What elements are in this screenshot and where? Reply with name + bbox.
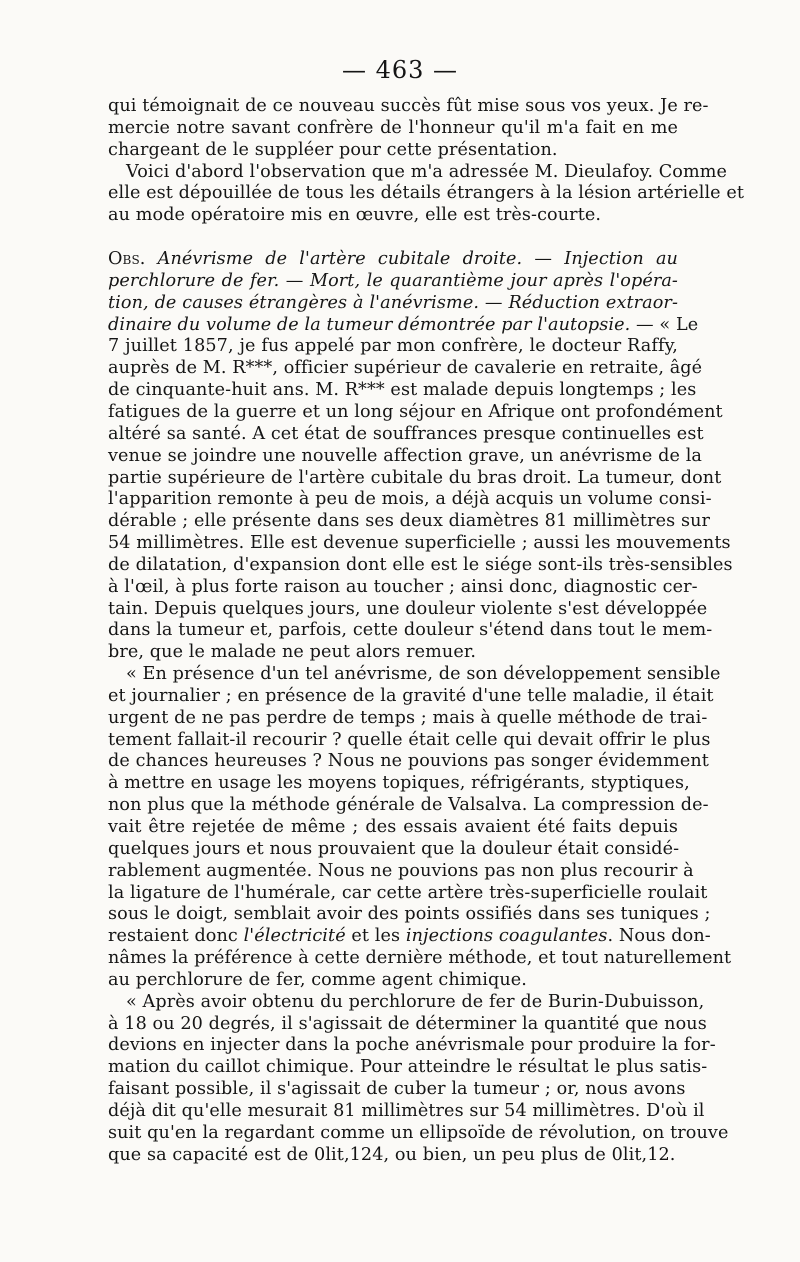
text-line bbox=[108, 401, 723, 424]
text-run: — bbox=[479, 292, 509, 313]
text-line bbox=[108, 1057, 708, 1079]
text-line bbox=[108, 882, 708, 905]
text-line bbox=[108, 183, 745, 205]
text-run: elle est dépouillée de tous les détails étrangers à la lésion artérielle et bbox=[108, 183, 745, 204]
text-line bbox=[108, 293, 678, 315]
text-line bbox=[108, 533, 731, 555]
text-line bbox=[108, 336, 678, 358]
text-line bbox=[108, 598, 708, 621]
body-text bbox=[108, 96, 745, 1167]
text-run: devions en injecter dans la poche anévrismale pour produire la for- bbox=[108, 1035, 716, 1056]
text-run: déjà dit qu'elle mesurait 81 millimètres sur 54 millimètres. D'où il bbox=[108, 1100, 705, 1121]
text-run: que sa capacité est de 0lit,124, ou bien, un peu plus de 0lit,12. bbox=[108, 1144, 676, 1165]
text-line bbox=[108, 314, 699, 337]
text-run: et journalier ; en présence de la gravité d'une telle maladie, il était bbox=[108, 685, 714, 706]
text-run: 54 millimètres. Elle est devenue superficielle ; aussi les mouvements bbox=[108, 533, 731, 554]
text-line bbox=[108, 970, 678, 992]
text-line bbox=[108, 271, 678, 293]
text-line bbox=[108, 445, 703, 468]
text-run: — bbox=[279, 270, 310, 291]
text-run bbox=[145, 249, 157, 269]
text-line bbox=[108, 707, 708, 730]
text-run: à mettre en usage les moyens topiques, réfrigérants, styptiques, bbox=[108, 773, 690, 794]
text-run: dans la tumeur et, parfois, cette douleur s'étend dans tout le mem- bbox=[108, 620, 713, 641]
text-line bbox=[108, 839, 678, 861]
text-run: mercie notre savant confrère de l'honneur qu'il m'a fait en me bbox=[108, 117, 678, 138]
text-run: l'électricité bbox=[243, 926, 346, 947]
text-run: . Nous don- bbox=[607, 926, 711, 947]
text-line bbox=[108, 423, 704, 446]
text-run: 7 juillet 1857, je fus appelé par mon confrère, le docteur Raffy, bbox=[108, 336, 678, 357]
text-run: de dilatation, d'expansion dont elle est le siége sont-ils très-sensibles bbox=[108, 554, 733, 575]
text-run: vait être rejetée de même ; des essais avaient été faits depuis bbox=[108, 817, 678, 837]
text-line bbox=[108, 729, 711, 752]
text-line bbox=[108, 948, 732, 970]
text-line bbox=[108, 860, 694, 883]
text-run: fatigues de la guerre et un long séjour en Afrique ont profondément bbox=[108, 401, 723, 422]
text-run: de chances heureuses ? Nous ne pouvions pas songer évidemment bbox=[108, 751, 709, 772]
text-run: Voici d'abord l'observation que m'a adressée M. Dieulafoy. Comme bbox=[126, 161, 728, 182]
text-line bbox=[108, 1013, 707, 1036]
text-line bbox=[108, 1100, 705, 1123]
text-run: « En présence d'un tel anévrisme, de son développement sensible bbox=[126, 664, 721, 685]
text-run: à 18 ou 20 degrés, il s'agissait de déterminer la quantité que nous bbox=[108, 1013, 707, 1034]
text-run: quelques jours et nous prouvaient que la douleur était considé- bbox=[108, 838, 680, 859]
text-line bbox=[108, 161, 728, 184]
text-line bbox=[108, 511, 711, 533]
text-run: rablement augmentée. Nous ne pouvions pas non plus recourir à bbox=[108, 860, 694, 881]
text-run: partie supérieure de l'artère cubitale du bras droit. La tumeur, dont bbox=[108, 467, 722, 488]
text-run: « Après avoir obtenu du perchlorure de fer de Burin-Dubuisson, bbox=[126, 991, 705, 1012]
paragraph-gap bbox=[108, 227, 678, 249]
text-run: à l'œil, à plus forte raison au toucher ; ainsi donc, diagnostic cer- bbox=[108, 576, 698, 597]
text-run: nâmes la préférence à cette dernière méthode, et tout naturellement bbox=[108, 948, 732, 969]
text-line bbox=[108, 554, 733, 577]
text-run: restaient donc bbox=[108, 926, 244, 947]
text-line bbox=[108, 96, 709, 118]
text-run: Anévrisme de l'artère cubitale droite. bbox=[157, 249, 523, 270]
text-line bbox=[108, 467, 722, 490]
text-run: perchlorure de fer. bbox=[108, 270, 280, 291]
text-line bbox=[108, 489, 712, 511]
text-line bbox=[108, 380, 697, 402]
text-run: l'apparition remonte à peu de mois, a déjà acquis un volume consi- bbox=[108, 489, 712, 510]
text-run: dérable ; elle présente dans ses deux diamètres 81 millimètres sur bbox=[108, 511, 711, 532]
text-line bbox=[108, 140, 678, 162]
text-line bbox=[108, 685, 714, 708]
text-run: tain. Depuis quelques jours, une douleur violente s'est développée bbox=[108, 598, 708, 619]
text-line bbox=[108, 249, 678, 271]
text-run: Réduction extraor- bbox=[508, 292, 678, 313]
text-line bbox=[108, 1079, 686, 1101]
text-run: qui témoignait de ce nouveau succès fût mise sous vos yeux. Je re- bbox=[108, 96, 709, 116]
text-run: bre, que le malade ne peut alors remuer. bbox=[108, 642, 477, 663]
text-line bbox=[108, 642, 678, 664]
text-line bbox=[108, 926, 711, 948]
text-run: tion, de causes étrangères à l'anévrisme. bbox=[108, 292, 480, 313]
text-run: Obs. bbox=[108, 249, 146, 270]
text-line bbox=[108, 904, 711, 926]
text-line bbox=[108, 1145, 678, 1167]
text-run: faisant possible, il s'agissait de cuber la tumeur ; or, nous avons bbox=[108, 1079, 686, 1100]
text-run: mation du caillot chimique. Pour atteindre le résultat le plus satis- bbox=[108, 1057, 708, 1078]
text-run: urgent de ne pas perdre de temps ; mais à quelle méthode de trai- bbox=[108, 707, 708, 728]
text-line bbox=[108, 358, 703, 380]
text-run: de cinquante-huit ans. M. R*** est malade depuis longtemps ; les bbox=[108, 380, 697, 401]
text-run: non plus que la méthode générale de Valsalva. La compression de- bbox=[108, 795, 709, 816]
text-run: sous le doigt, semblait avoir des points ossifiés dans ses tuniques ; bbox=[108, 904, 711, 925]
text-line bbox=[108, 751, 709, 773]
text-run: la ligature de l'humérale, car cette artère très-superficielle roulait bbox=[108, 882, 708, 903]
text-line bbox=[108, 773, 690, 795]
text-run: venue se joindre une nouvelle affection grave, un anévrisme de la bbox=[108, 445, 703, 466]
text-line bbox=[108, 1122, 729, 1145]
text-run: altéré sa santé. A cet état de souffrances presque continuelles est bbox=[108, 423, 704, 444]
text-run: Mort, le quarantième jour après l'opéra- bbox=[309, 270, 678, 291]
text-run: tement fallait-il recourir ? quelle était celle qui devait offrir le plus bbox=[108, 729, 711, 750]
text-run: au perchlorure de fer, comme agent chimique. bbox=[108, 969, 528, 990]
text-run: dinaire du volume de la tumeur démontrée par l'autopsie. bbox=[108, 314, 631, 335]
text-run: injections coagulantes bbox=[405, 926, 608, 947]
text-line bbox=[108, 205, 678, 227]
text-line bbox=[108, 991, 705, 1014]
text-run: chargeant de le suppléer pour cette présentation. bbox=[108, 139, 558, 160]
text-line bbox=[108, 576, 698, 599]
text-run: au mode opératoire mis en œuvre, elle est très-courte. bbox=[108, 205, 602, 226]
text-line bbox=[108, 1035, 716, 1057]
text-line bbox=[108, 664, 721, 686]
text-line bbox=[108, 620, 713, 642]
text-run: et les bbox=[345, 926, 406, 947]
page-number: — 463 — bbox=[341, 56, 459, 84]
text-line bbox=[108, 817, 678, 839]
text-line bbox=[108, 118, 678, 140]
text-run: — « Le bbox=[630, 314, 699, 335]
text-run: suit qu'en la regardant comme un ellipsoïde de révolution, on trouve bbox=[108, 1122, 729, 1143]
text-run: Injection au bbox=[564, 249, 678, 270]
text-run: — bbox=[522, 249, 565, 270]
text-run: auprès de M. R***, officier supérieur de cavalerie en retraite, âgé bbox=[108, 358, 703, 379]
text-line bbox=[108, 795, 709, 817]
